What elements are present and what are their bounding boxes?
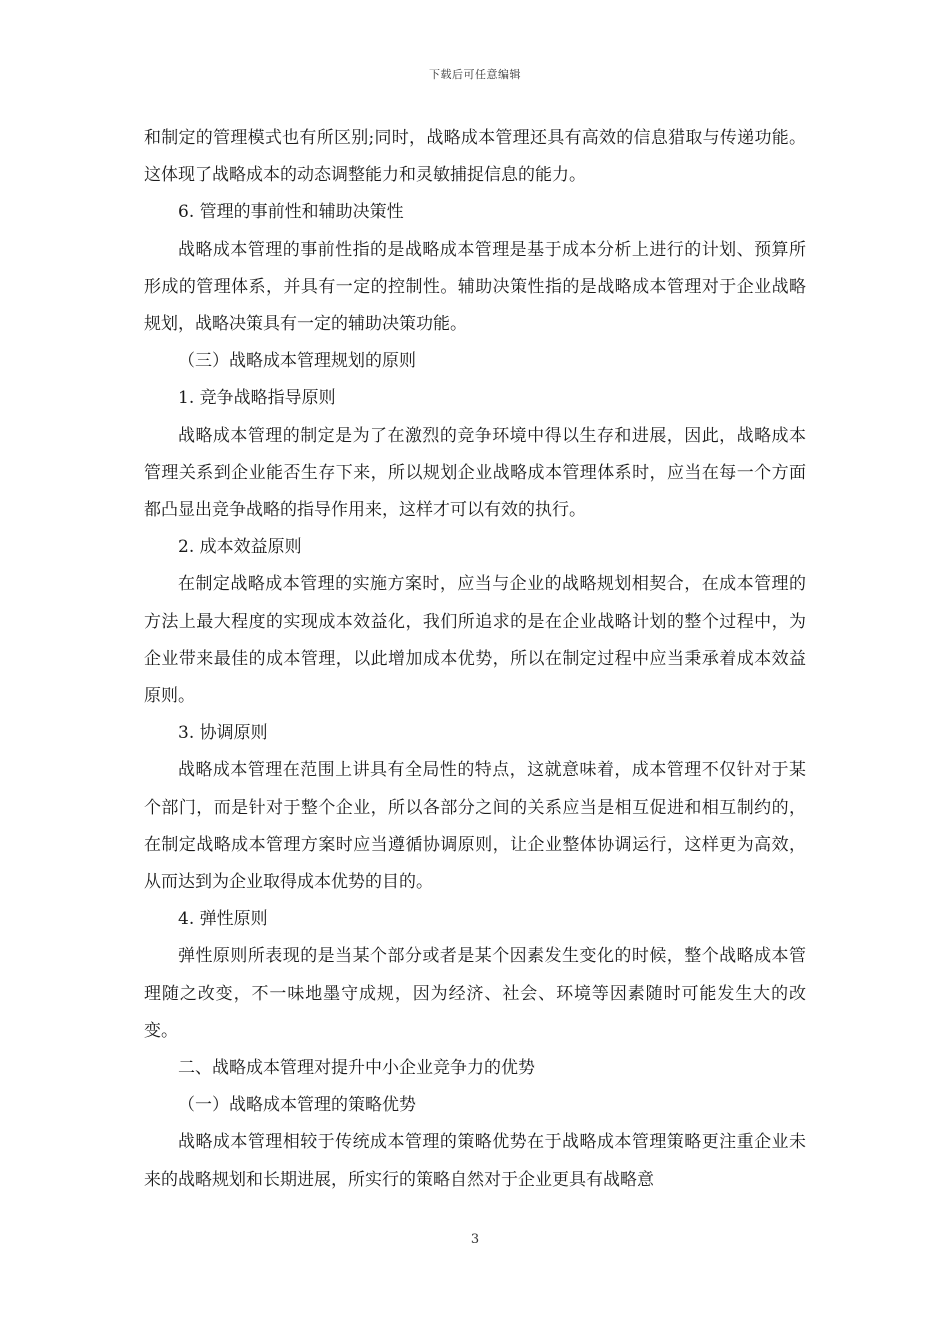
paragraph: 在制定战略成本管理的实施方案时，应当与企业的战略规划相契合，在成本管理的方法上最大程度的实现成本效益化，我们所追求的是在企业战略计划的整个过程中，为企业带来最佳的成本管理，以此增加成本优势，所以在制定过程中应当秉承着成本效益原则。 — [144, 574, 806, 707]
paragraph: 战略成本管理的制定是为了在激烈的竞争环境中得以生存和进展，因此，战略成本管理关系到企业能否生存下来，所以规划企业战略成本管理体系时，应当在每一个方面都凸显出竞争战略的指导作用来，这样才可以有效的执行。 — [144, 425, 806, 521]
section-heading: 2. 成本效益原则 — [178, 537, 302, 558]
paragraph: 弹性原则所表现的是当某个部分或者是某个因素发生变化的时候，整个战略成本管理随之改变，不一味地墨守成规，因为经济、社会、环境等因素随时可能发生大的改变。 — [144, 946, 806, 1041]
page-number: 3 — [470, 1232, 480, 1247]
section-heading: 1. 竞争战略指导原则 — [178, 388, 336, 409]
paragraph: 战略成本管理的事前性指的是战略成本管理是基于成本分析上进行的计划、预算所形成的管理体系，并具有一定的控制性。辅助决策性指的是战略成本管理对于企业战略规划，战略决策具有一定的辅助决策功能。 — [144, 239, 806, 335]
paragraph: 战略成本管理在范围上讲具有全局性的特点，这就意味着，成本管理不仅针对于某个部门，而是针对于整个企业，所以各部分之间的关系应当是相互促进和相互制约的，在制定战略成本管理方案时应当遵循协调原则，让企业整体协调运行，这样更为高效，从而达到为企业取得成本优势的目的。 — [144, 760, 806, 893]
section-heading: （三）战略成本管理规划的原则 — [178, 351, 416, 372]
paragraph: 和制定的管理模式也有所区别;同时，战略成本管理还具有高效的信息猎取与传递功能。这体现了战略成本的动态调整能力和灵敏捕捉信息的能力。 — [144, 128, 806, 186]
section-heading: 4. 弹性原则 — [178, 909, 268, 930]
paragraph: 战略成本管理相较于传统成本管理的策略优势在于战略成本管理策略更注重企业未来的战略规划和长期进展，所实行的策略自然对于企业更具有战略意 — [144, 1132, 806, 1190]
section-heading: 6. 管理的事前性和辅助决策性 — [178, 202, 404, 223]
section-heading: 3. 协调原则 — [178, 723, 268, 744]
section-heading: 二、战略成本管理对提升中小企业竞争力的优势 — [178, 1058, 535, 1079]
document-body — [144, 120, 806, 1199]
page-header: 下载后可任意编辑 — [429, 68, 521, 81]
section-heading: （一）战略成本管理的策略优势 — [178, 1095, 416, 1116]
